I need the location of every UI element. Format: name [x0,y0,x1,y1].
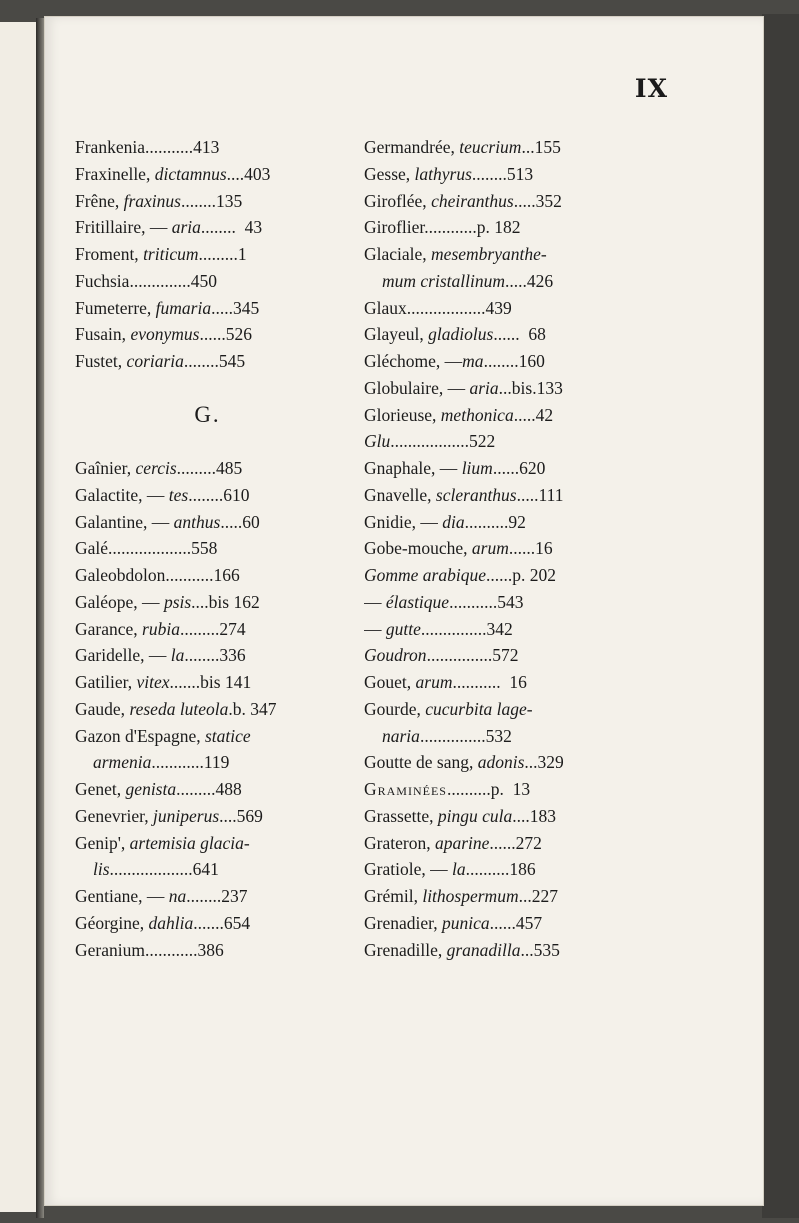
entry-name: Fustet, [75,351,127,371]
entry-latin-name: la [451,859,466,880]
entry-name: Gratiole, — [364,859,452,880]
index-entry [75,188,380,215]
entry-latin-name: lis [93,859,110,880]
index-entry [75,616,380,643]
entry-latin-name: fumaria [155,297,212,318]
entry-page-ref: ..........186 [465,859,536,880]
entry-latin-name: élastique [385,591,450,612]
index-entry [364,803,672,830]
index-entry [75,669,380,696]
entry-page-ref: ...... 68 [493,324,546,345]
entry-latin-name: dia [442,511,465,532]
entry-name: Frankenia [75,137,145,157]
entry-name: Gouet, [364,672,416,692]
entry-name: Gobe-mouche, [364,538,472,559]
entry-page-ref: ........135 [180,190,243,211]
entry-name: Grassette, [364,805,438,826]
entry-page-ref: ........... 16 [452,672,527,692]
entry-page-ref: .........488 [176,779,242,799]
index-entry [364,937,672,964]
entry-latin-name: lium [461,458,493,478]
entry-name: Glaciale, [364,244,432,264]
index-entry [75,509,380,536]
entry-name: Fuchsia [75,270,130,291]
entry-name: Graminées [364,779,447,799]
entry-latin-name: ma [462,351,484,371]
entry-latin-name: gladiolus [428,324,494,345]
spacer [75,375,380,402]
entry-name: Gaînier, [75,458,136,478]
index-entry [75,642,380,669]
entry-latin-name: pingu cula [437,805,513,826]
entry-name: Gatilier, [75,672,137,692]
entry-name: Gazon d'Espagne, [75,725,205,746]
section-heading: G. [194,401,221,427]
entry-page-ref: ....569 [219,805,263,826]
entry-name: Fritillaire, — [75,217,172,238]
entry-name: Gnidie, — [364,511,443,532]
entry-name: Garance, [75,618,143,639]
index-entry [75,455,380,482]
entry-page-ref: .........274 [179,618,246,639]
entry-name: — [364,591,386,612]
index-entry [364,134,672,161]
entry-latin-name: artemisia glacia- [129,832,250,853]
entry-latin-name: Glu [364,431,391,452]
entry-page-ref: ..........p. 13 [446,779,531,799]
entry-page-ref: ...............342 [420,618,513,639]
entry-page-ref: ...................558 [108,538,218,559]
entry-name: Gléchome, — [364,351,463,371]
entry-page-ref: ......16 [508,538,553,559]
entry-page-ref: ......526 [199,324,252,345]
index-entry [75,723,380,750]
entry-latin-name: dictamnus [154,163,227,184]
entry-name: Genevrier, [75,805,154,826]
entry-name: Grenadier, [364,912,443,933]
index-entry [75,241,380,268]
entry-latin-name: Goudron [364,645,427,666]
entry-page-ref: ...........413 [144,137,220,157]
entry-name: Genet, [75,779,126,799]
entry-page-ref: .......bis 141 [169,672,252,692]
entry-name: Globulaire, — [364,377,470,398]
index-entry [364,776,672,803]
entry-latin-name: naria [382,725,420,746]
entry-latin-name: mesembryanthe- [431,244,547,264]
entry-page-ref: ......272 [489,832,542,853]
entry-page-ref: ....bis 162 [191,591,260,612]
index-entry [364,348,672,375]
index-entry [364,883,672,910]
index-entry [75,696,380,723]
left-page-edge [0,22,38,1212]
index-entry [364,910,672,937]
entry-name: Grémil, [364,886,423,906]
index-entry [75,883,380,910]
entry-name: Gnaphale, — [364,458,462,478]
entry-page-ref: ...329 [524,752,564,773]
index-entry [75,562,380,589]
entry-latin-name: armenia [93,752,152,773]
entry-page-ref: ...535 [520,939,560,960]
index-entry [364,455,672,482]
entry-latin-name: scleranthus [435,484,517,505]
index-entry [364,161,672,188]
index-entry [75,830,380,857]
entry-latin-name: granadilla [446,939,521,960]
entry-page-ref: ........513 [471,163,534,184]
index-entry [75,910,380,937]
index-entry [364,749,672,776]
index-entry [364,188,672,215]
index-entry [75,589,380,616]
entry-latin-name: arum [415,672,453,692]
entry-page-ref: ......457 [489,912,543,933]
index-entry [75,295,380,322]
index-entry [364,295,672,322]
entry-latin-name: vitex [136,672,170,692]
entry-latin-name: aria [469,377,499,398]
page-number: IX [634,74,668,103]
index-entry [364,856,672,883]
index-entry [364,589,672,616]
index-entry [364,321,672,348]
entry-page-ref: .....352 [513,190,562,211]
entry-page-ref: .....42 [513,404,554,425]
index-entry [364,482,672,509]
entry-name: Giroflée, [364,190,432,211]
entry-page-ref: ...........543 [449,591,524,612]
index-column-left [75,134,380,963]
entry-latin-name: adonis [477,752,525,773]
entry-latin-name: punica [442,912,490,933]
entry-name: Germandrée, [364,137,460,157]
entry-latin-name: coriaria [126,351,184,371]
entry-latin-name: rubia [142,618,180,639]
index-entry [364,669,672,696]
index-entry [364,535,672,562]
entry-page-ref: ........610 [188,484,250,505]
entry-latin-name: arum [471,538,509,559]
entry-name: Gaude, [75,698,130,719]
entry-latin-name: statice [205,725,251,746]
index-entry [75,856,380,883]
entry-latin-name: evonymus [130,324,200,345]
entry-latin-name: psis [163,591,192,612]
index-entry [364,562,672,589]
entry-page-ref: ........ 43 [200,217,263,238]
book-gutter [36,18,44,1218]
entry-latin-name: lithospermum [422,886,519,906]
entry-page-ref: ...........166 [165,565,240,585]
entry-name: Fraxinelle, [75,163,155,184]
index-entry [364,428,672,455]
entry-name: Géorgine, [75,912,149,933]
index-entry [75,321,380,348]
entry-name: Grenadille, [364,939,447,960]
entry-page-ref: ......p. 202 [486,565,556,585]
entry-page-ref: .........1 [198,244,247,264]
entry-latin-name: mum cristallinum [382,270,505,291]
entry-latin-name: aria [171,217,201,238]
entry-page-ref: .......654 [193,912,251,933]
entry-page-ref: .....345 [211,297,260,318]
entry-name: Gourde, [364,698,426,719]
entry-latin-name: teucrium [459,137,522,157]
entry-page-ref: ...227 [518,886,558,906]
entry-page-ref: ............386 [144,939,224,960]
entry-name: Gentiane, — [75,886,169,906]
entry-page-ref: ............p. 182 [424,217,521,238]
index-entry [75,161,380,188]
entry-page-ref: ...............572 [426,645,519,666]
entry-name: Glaux [364,297,407,318]
entry-latin-name: anthus [173,511,221,532]
spacer [75,428,380,455]
index-entry [364,830,672,857]
entry-name: Glorieuse, [364,404,441,425]
entry-latin-name: cheiranthus [431,190,514,211]
index-entry [75,535,380,562]
entry-name: Fumeterre, [75,297,156,318]
entry-page-ref: ...155 [521,137,561,157]
index-entry [75,268,380,295]
index-entry [364,723,672,750]
index-entry [364,214,672,241]
entry-page-ref: ...................641 [109,859,219,880]
scan-background [762,14,799,1218]
entry-name: Gesse, [364,163,415,184]
entry-name: Galantine, — [75,511,174,532]
entry-name: Geranium [75,939,145,960]
index-entry [75,134,380,161]
index-entry [364,642,672,669]
entry-latin-name: cercis [135,458,177,478]
entry-page-ref: ...bis.133 [498,377,563,398]
entry-name: Garidelle, — [75,645,171,666]
entry-latin-name: methonica [440,404,514,425]
entry-name: Galéope, — [75,591,164,612]
entry-name: Grateron, [364,832,435,853]
index-entry [75,803,380,830]
entry-page-ref: .........485 [176,458,243,478]
entry-page-ref: ......620 [492,458,546,478]
entry-name: Genip', [75,832,130,853]
entry-latin-name: fraxinus [123,190,181,211]
index-entry [75,937,380,964]
index-entry [75,214,380,241]
entry-page-ref: ........160 [483,351,545,371]
entry-name: Giroflier [364,217,425,238]
entry-latin-name: la [170,645,185,666]
entry-page-ref: ........237 [186,886,248,906]
entry-name: Galé [75,538,109,559]
index-entry [364,268,672,295]
entry-latin-name: lathyrus [414,163,472,184]
index-entry [75,749,380,776]
entry-latin-name: reseda luteola [129,698,229,719]
entry-page-ref: .....426 [505,270,554,291]
entry-name: Galeobdolon [75,565,166,585]
entry-page-ref: ...............532 [419,725,512,746]
entry-name: Goutte de sang, [364,752,478,773]
index-entry [364,696,672,723]
index-entry [364,241,672,268]
entry-latin-name: cucurbita lage- [425,698,533,719]
entry-page-ref: ..................439 [406,297,512,318]
entry-name: Froment, [75,244,144,264]
entry-latin-name: dahlia [148,912,194,933]
entry-page-ref: ........545 [183,351,246,371]
index-entry [364,616,672,643]
entry-name: — [364,618,386,639]
entry-name: Glayeul, [364,324,429,345]
entry-latin-name: aparine [434,832,490,853]
entry-page-ref: ....403 [226,163,271,184]
entry-page-ref: .....60 [220,511,260,532]
index-entry [75,482,380,509]
entry-page-ref: ....183 [512,805,556,826]
entry-latin-name: gutte [385,618,421,639]
index-entry [364,375,672,402]
entry-name: Galactite, — [75,484,169,505]
entry-latin-name: Gomme arabique [364,565,486,585]
index-entry [364,402,672,429]
entry-latin-name: tes [168,484,189,505]
entry-latin-name: genista [125,779,177,799]
entry-page-ref: ........336 [184,645,246,666]
entry-page-ref: ..........92 [464,511,526,532]
entry-name: Frêne, [75,190,124,211]
entry-page-ref: ..............450 [129,270,217,291]
index-entry [75,776,380,803]
entry-page-ref: .b. 347 [228,698,277,719]
entry-page-ref: ............119 [151,752,230,773]
index-entry [364,509,672,536]
entry-latin-name: triticum [143,244,199,264]
entry-page-ref: ..................522 [390,431,496,452]
entry-latin-name: juniperus [153,805,220,826]
entry-name: Fusain, [75,324,131,345]
entry-page-ref: .....111 [516,484,564,505]
index-column-right [364,134,672,963]
entry-latin-name: na [168,886,187,906]
index-entry [75,348,380,375]
entry-name: Gnavelle, [364,484,436,505]
